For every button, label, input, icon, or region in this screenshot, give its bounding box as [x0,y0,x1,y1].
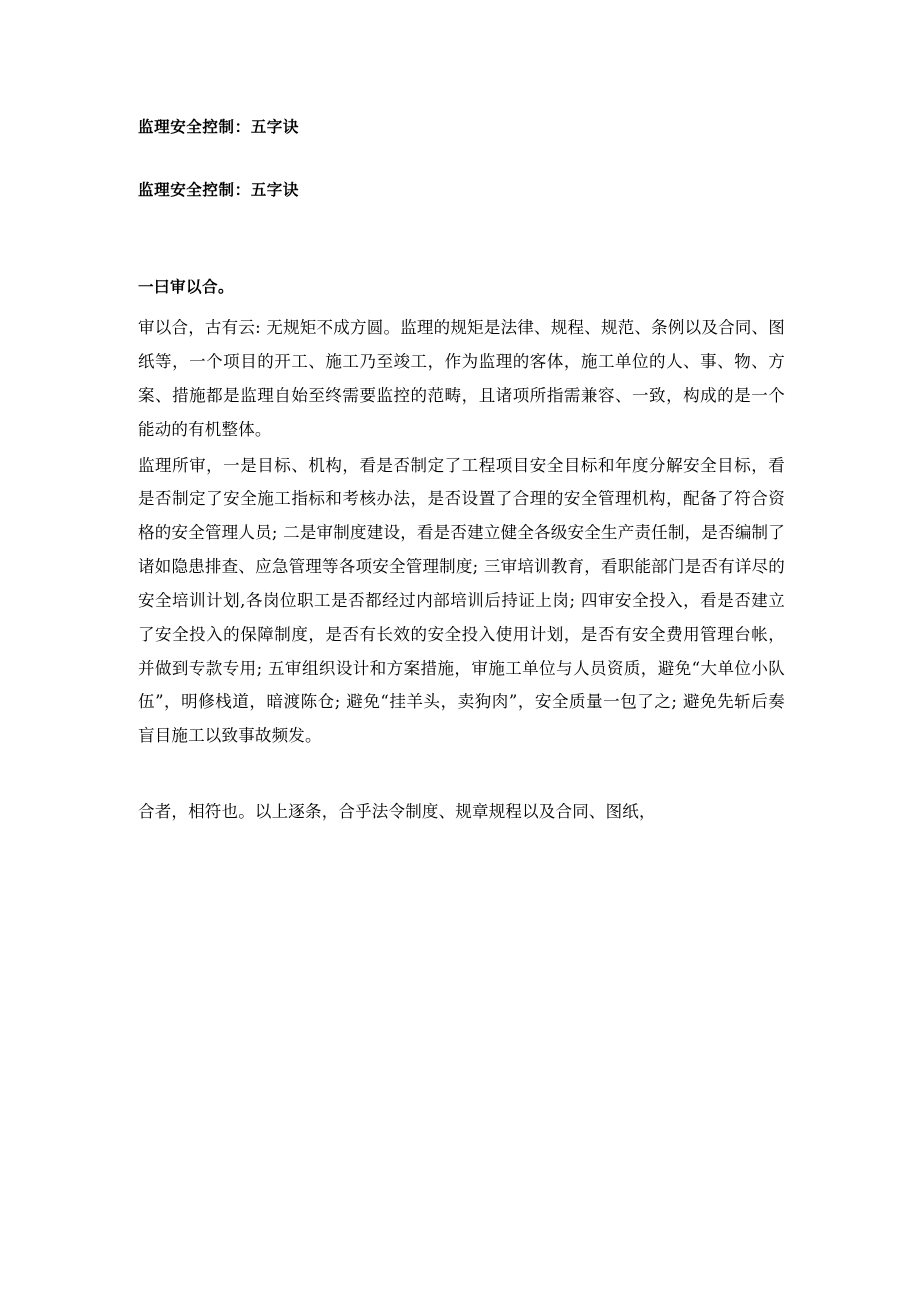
page-title: 监理安全控制：五字诀 [138,118,300,136]
section-heading: 一曰审以合。 [138,277,235,296]
paragraph-1: 审以合，古有云: 无规矩不成方圆。监理的规矩是法律、规程、规范、条例以及合同、图纸等，一个项目的开工、施工乃至竣工，作为监理的客体，施工单位的人、事、物、方案、措施都是监理自始至终需要监控的范畴，且诸项所指需兼容、一致，构成的是一个能动的有机整体。 [138,318,785,439]
paragraph-3: 合者，相符也。以上逐条，合乎法令制度、规章规程以及合同、图纸， [138,801,656,821]
paragraph-2: 监理所审，一是目标、机构，看是否制定了工程项目安全目标和年度分解安全目标，看是否制定了安全施工指标和考核办法，是否设置了合理的安全管理机构，配备了符合资格的安全管理人员; 二是审制度建设，看是否建立健全各级安全生产责任制，是否编制了诸如隐患排查、应急管理等各项安全管理制度; 三审培训教育，看职能部门是否有详尽的安全培训计划,各岗位职工是否都经过内部培训后持证上岗; 四审安全投入，看是否建立了安全投入的保障制度，是否有长效的安全投入使用计划，是否有安全费用管理台帐，并做到专款专用; 五审组织设计和方案措施，审施工单位与人员资质，避免“大单位小队伍”，明修栈道，暗渡陈仓; 避免“挂羊头，卖狗肉”，安全质量一包了之; 避免先斩后奏盲目施工以致事故频发。 [138,455,785,746]
document-subtitle: 监理安全控制：五字诀 [138,180,300,199]
